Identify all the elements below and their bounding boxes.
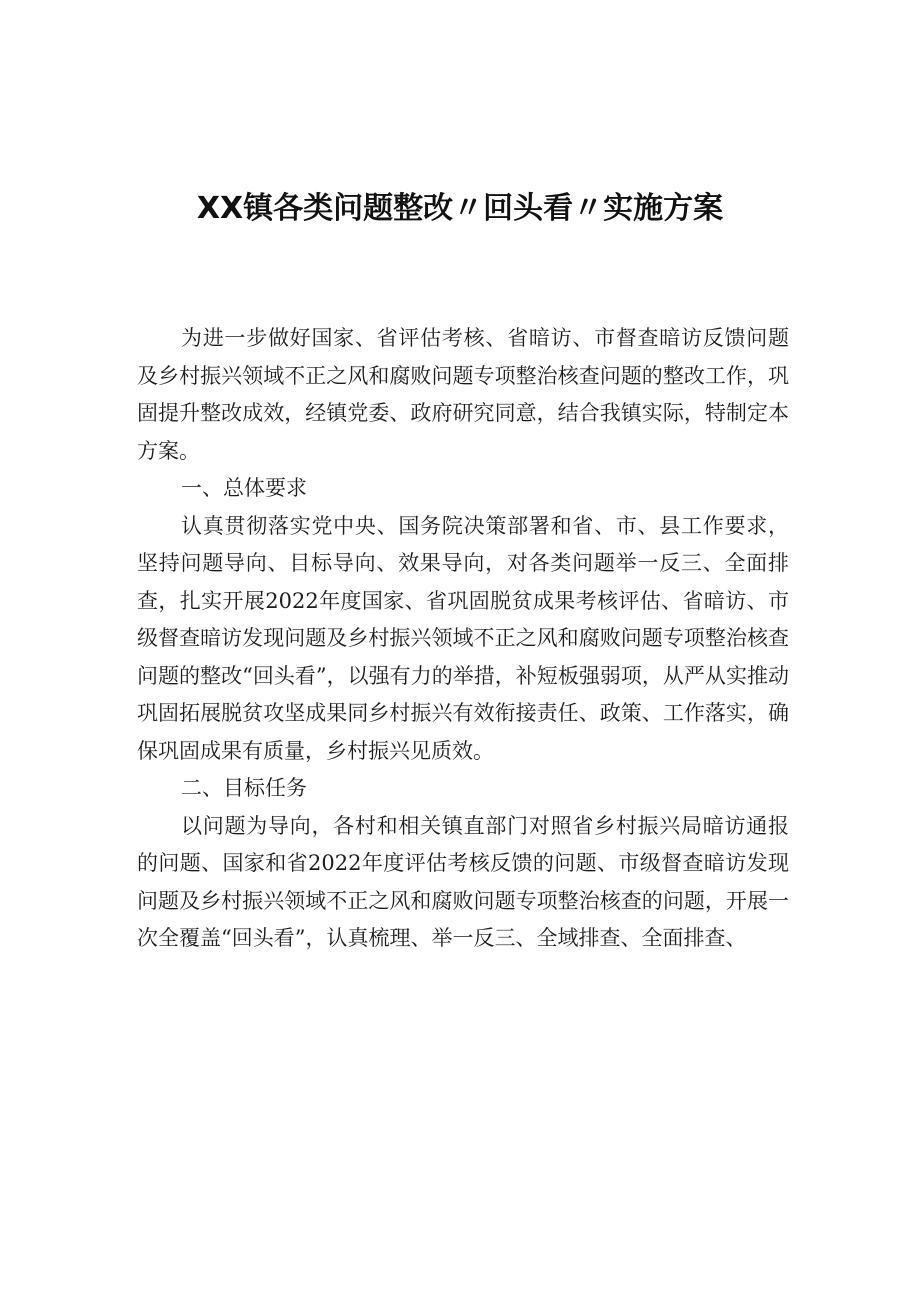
section-heading-objectives: 二、目标任务 xyxy=(181,776,307,800)
general-requirements-paragraph: 认真贯彻落实党中央、国务院决策部署和省、市、县工作要求，坚持问题导向、目标导向、效果导向，对各类问题举一反三、全面排查，扎实开展2022年度国家、省巩固脱贫成果考核评估、省暗访、市级督查暗访发现问题及乡村振兴领域不正之风和腐败问题专项整治核查问题的整改“回头看”，以强有力的举措，补短板强弱项，从严从实推动巩固拓展脱贫攻坚成果同乡村振兴有效衔接责任、政策、工作落实，确保巩固成果有质量，乡村振兴见质效。 xyxy=(137,513,789,763)
document-body xyxy=(137,320,789,958)
document-title: XX镇各类问题整改〃回头看〃实施方案 xyxy=(196,191,724,226)
intro-paragraph: 为进一步做好国家、省评估考核、省暗访、市督查暗访反馈问题及乡村振兴领域不正之风和腐败问题专项整治核查问题的整改工作，巩固提升整改成效，经镇党委、政府研究同意，结合我镇实际，特制定本方案。 xyxy=(137,326,789,463)
section-heading-general-requirements: 一、总体要求 xyxy=(181,476,307,500)
objectives-paragraph: 以问题为导向，各村和相关镇直部门对照省乡村振兴局暗访通报的问题、国家和省2022年度评估考核反馈的问题、市级督查暗访发现问题及乡村振兴领域不正之风和腐败问题专项整治核查的问题，开展一次全覆盖“回头看”，认真梳理、举一反三、全域排查、全面排查、 xyxy=(137,813,789,950)
